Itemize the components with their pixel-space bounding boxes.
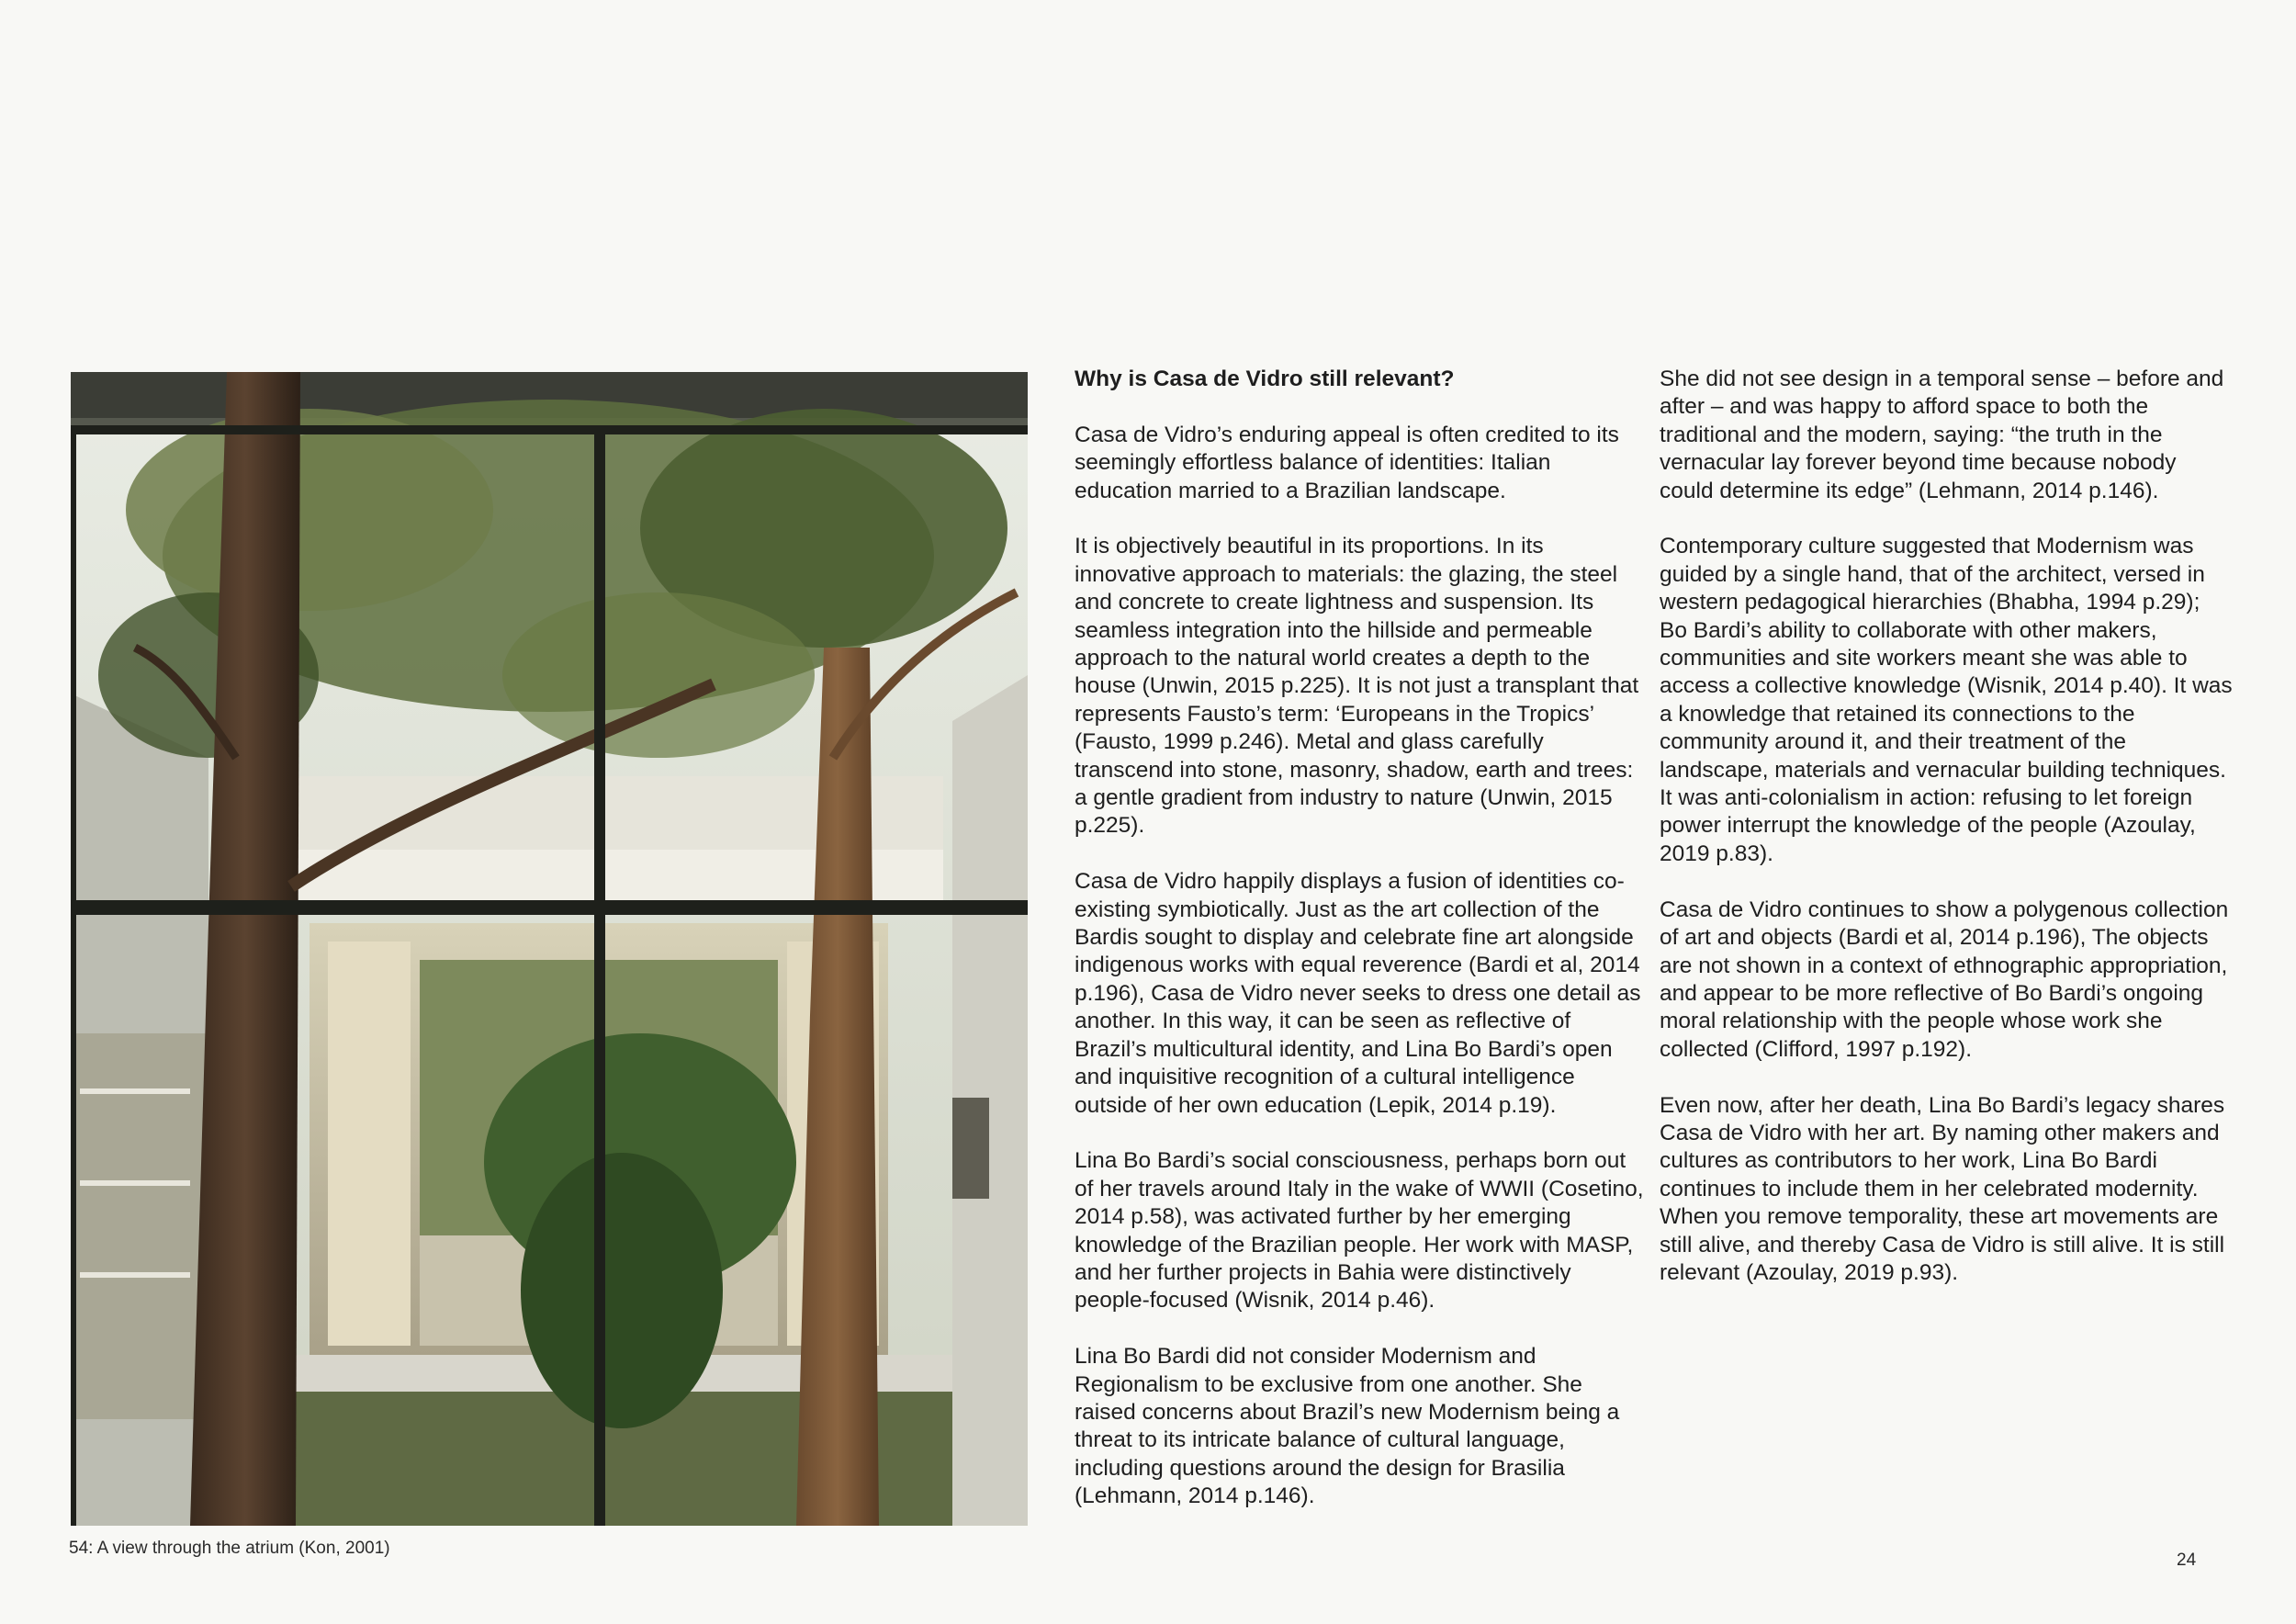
page-number: 24: [2177, 1551, 2197, 1570]
body-paragraph: Lina Bo Bardi did not consider Modernism and Regionalism to be exclusive from one another. She raised concerns about Brazil’s new Modernism being a threat to its intricate balance of cultural language, including questions around the design for Brasilia (Lehmann, 2014 p.146).: [1075, 1344, 1620, 1509]
atrium-photo: [71, 372, 1028, 1526]
body-paragraph: It is objectively beautiful in its proportions. In its innovative approach to materials: the glazing, the steel and concrete to create lightness and suspension. Its seamless integration into the hillside and permeable approach to the natural world creates a depth to the house (Unwin, 2015 p.225). It is not just a transplant that represents Fausto’s term: ‘Europeans in the Tropics’ (Fausto, 1999 p.246). Metal and glass carefully transcend into stone, masonry, shadow, earth and trees: a gentle gradient from industry to nature (Unwin, 2015 p.225).: [1075, 534, 1639, 839]
figure-caption: 54: A view through the atrium (Kon, 2001): [69, 1539, 390, 1558]
body-paragraph: Casa de Vidro continues to show a polygenous collection of art and objects (Bardi et al, 2014 p.196), The objects are not shown in a context of ethnographic appropriation, and appear to be more reflective of Bo Bardi’s ongoing moral relationship with the people whose work she collected (Clifford, 1997 p.192).: [1660, 897, 2229, 1062]
body-paragraph: Lina Bo Bardi’s social consciousness, perhaps born out of her travels around Italy in the wake of WWII (Cosetino, 2014 p.58), was activated further by her emerging knowledge of the Brazilian people. Her work with MASP, and her further projects in Bahia were distinctively people-focused (Wisnik, 2014 p.46).: [1075, 1148, 1644, 1314]
section-heading: Why is Casa de Vidro still relevant?: [1075, 367, 1455, 391]
body-paragraph: Even now, after her death, Lina Bo Bardi’s legacy shares Casa de Vidro with her art. By naming other makers and cultures as contributors to her work, Lina Bo Bardi continues to include them in her celebrated modernity. When you remove temporality, these art movements are still alive, and thereby Casa de Vidro is still alive. It is still relevant (Azoulay, 2019 p.93).: [1660, 1092, 2225, 1285]
body-paragraph: Casa de Vidro’s enduring appeal is often credited to its seemingly effortless balance of identities: Italian education married to a Brazilian landscape.: [1075, 422, 1619, 503]
body-paragraph: Casa de Vidro happily displays a fusion of identities co-existing symbiotically. Just as the art collection of the Bardis sought to display and celebrate fine art alongside indigenous works with equal reverence (Bardi et al, 2014 p.196), Casa de Vidro never seeks to dress one detail as another. In this way, it can be seen as reflective of Brazil’s multicultural identity, and Lina Bo Bardi’s open and inquisitive recognition of a cultural intelligence outside of her own education (Lepik, 2014 p.19).: [1075, 869, 1641, 1118]
atrium-photo-illustration: [71, 372, 1028, 1526]
body-paragraph: She did not see design in a temporal sense – before and after – and was happy to afford space to both the traditional and the modern, saying: “the truth in the vernacular lay forever beyond time because nobody could determine its edge” (Lehmann, 2014 p.146).: [1660, 367, 2224, 503]
text-column-left: [1075, 366, 1644, 1539]
text-column-right: [1660, 366, 2234, 1315]
body-paragraph: Contemporary culture suggested that Modernism was guided by a single hand, that of the architect, versed in western pedagogical hierarchies (Bhabha, 1994 p.29); Bo Bardi’s ability to collaborate with other makers, communities and site workers meant she was able to access a collective knowledge (Wisnik, 2014 p.40). It was a knowledge that retained its connections to the community around it, and their treatment of the landscape, materials and vernacular building techniques. It was anti-colonialism in action: refusing to let foreign power interrupt the knowledge of the people (Azoulay, 2019 p.83).: [1660, 534, 2233, 866]
